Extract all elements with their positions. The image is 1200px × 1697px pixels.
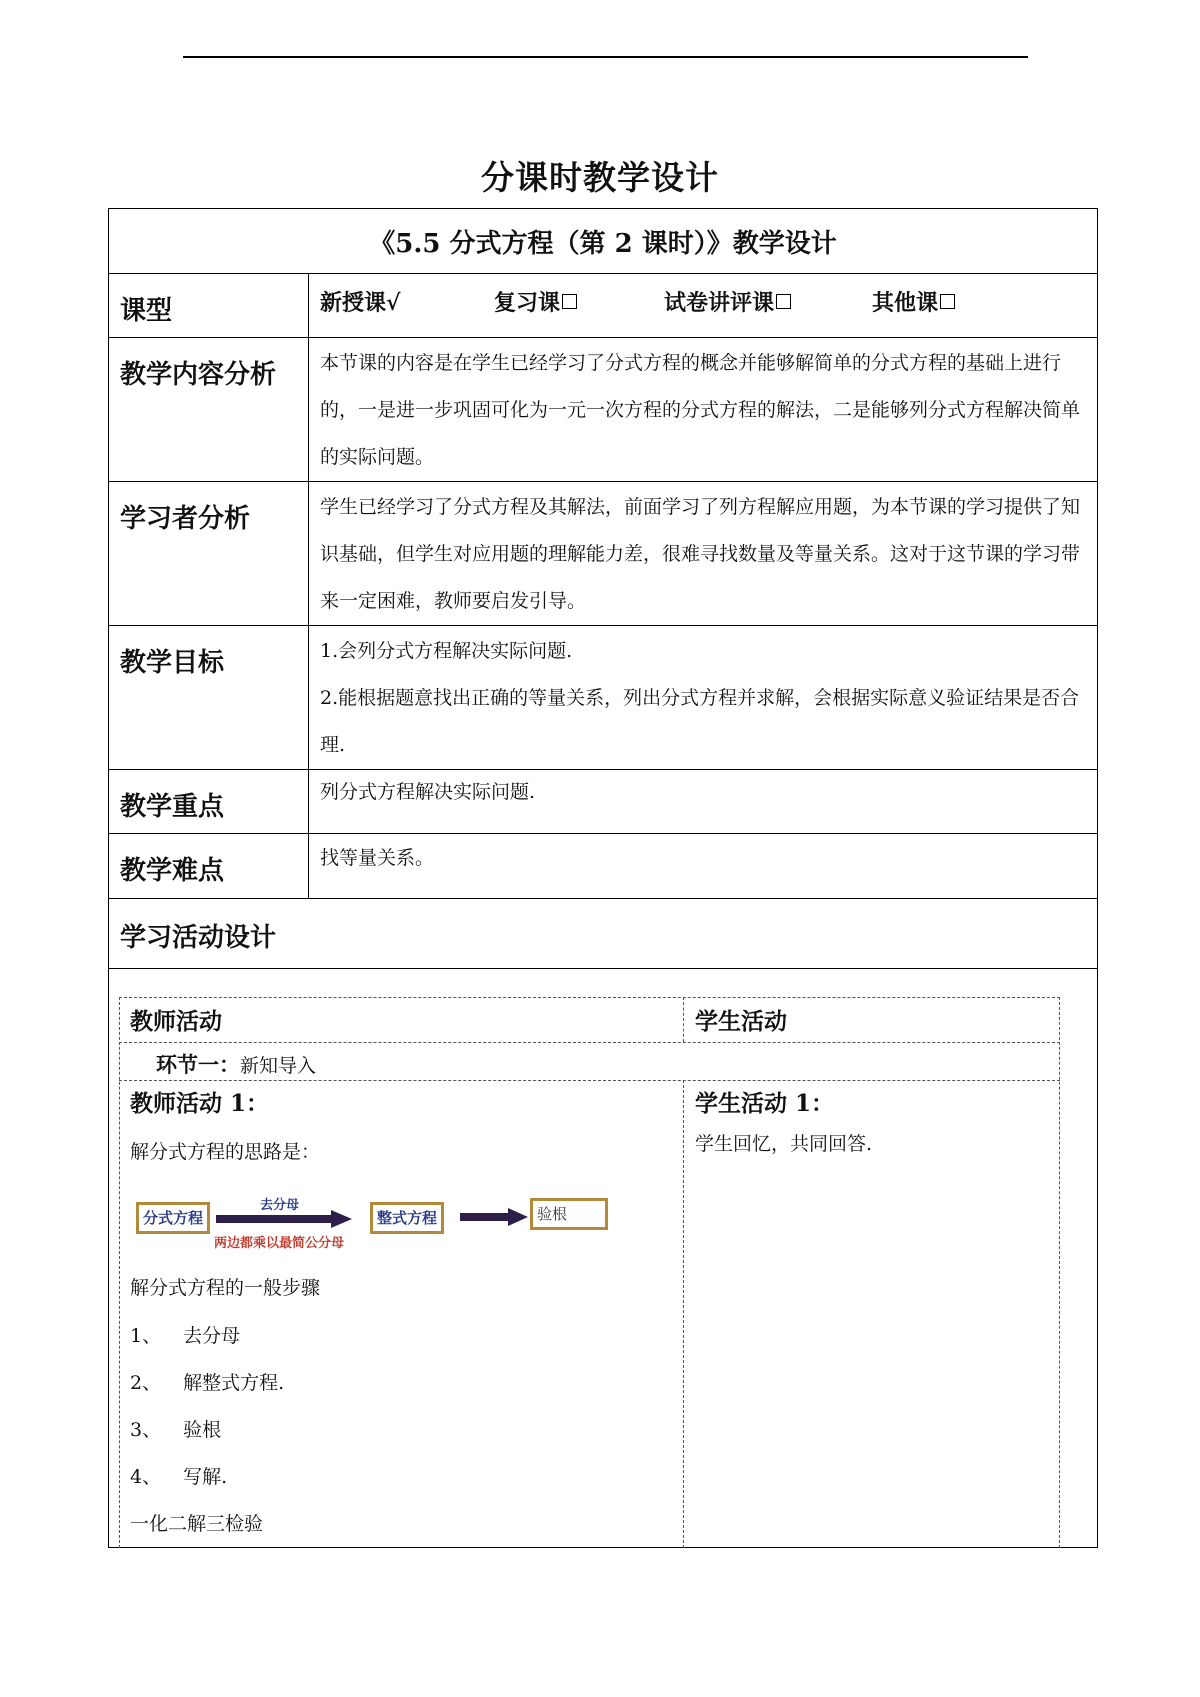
- doc-title: 分课时教学设计: [481, 158, 719, 197]
- student-response-text: 学生回忆，共同回答.: [695, 1133, 873, 1155]
- check-mark-icon: √: [386, 290, 401, 316]
- dashed-rule: [119, 1042, 1060, 1043]
- steps-title: 解分式方程的一般步骤: [130, 1277, 321, 1299]
- course-type-label: 课型: [109, 274, 309, 337]
- arrow-right-icon: [216, 1209, 356, 1229]
- teacher-activity-header: 教师活动: [130, 1008, 222, 1035]
- lesson-title-row: [109, 209, 1097, 274]
- dashed-rule: [1059, 997, 1060, 1548]
- step-number: 3、: [130, 1419, 162, 1441]
- difficulty-row: [109, 834, 1097, 899]
- step-text: 去分母: [183, 1325, 241, 1347]
- steps-summary: 一化二解三检验: [130, 1513, 264, 1535]
- section-prefix: 环节一：: [156, 1052, 240, 1077]
- flow-box-fractional-equation: 分式方程: [136, 1202, 210, 1234]
- option-exam-review-lesson: [664, 286, 791, 317]
- step-item: [130, 1368, 284, 1395]
- objective-item: 2.能根据题意找出正确的等量关系，列出分式方程并求解，会根据实际意义验证结果是否合理.: [320, 687, 1080, 756]
- step-number: 4、: [130, 1466, 162, 1488]
- option-review-lesson: [494, 286, 577, 317]
- option-text: 复习课: [494, 290, 561, 316]
- arrow-label-top: 去分母: [260, 1198, 300, 1213]
- dashed-rule: [119, 1080, 1060, 1081]
- learner-analysis-text: 学生已经学习了分式方程及其解法，前面学习了列方程解应用题，为本节课的学习提供了知识基础，但学生对应用题的理解能力差，很难寻找数量及等量关系。这对于这节课的学习带来一定困难，教师要启发引导。: [320, 496, 1081, 612]
- flow-box-check-root: 验根: [530, 1198, 608, 1230]
- option-text: 试卷讲评课: [664, 290, 775, 316]
- option-new-lesson: [320, 286, 400, 317]
- option-text: 新授课: [320, 290, 387, 316]
- step-item: [130, 1462, 227, 1489]
- step-text: 写解.: [183, 1466, 228, 1488]
- step-number: 2、: [130, 1372, 162, 1394]
- section-heading: [156, 1049, 316, 1079]
- lesson-title: 《5.5 分式方程（第 2 课时）》教学设计: [369, 229, 837, 259]
- objective-item: 1.会列分式方程解决实际问题.: [320, 640, 573, 662]
- solving-flow-diagram: [136, 1194, 616, 1254]
- learner-analysis-row: [109, 482, 1097, 626]
- flow-box-integral-equation: 整式方程: [370, 1202, 444, 1234]
- step-item: [130, 1321, 240, 1348]
- step-text: 验根: [183, 1419, 222, 1441]
- arrow-label-bottom: 两边都乘以最简公分母: [214, 1236, 345, 1251]
- header-rule: [183, 56, 1028, 58]
- objectives-row: [109, 626, 1097, 770]
- dashed-rule: [683, 997, 684, 1042]
- learner-analysis-label: 学习者分析: [109, 482, 309, 625]
- objectives-label: 教学目标: [109, 626, 309, 769]
- content-analysis-text: 本节课的内容是在学生已经学习了分式方程的概念并能够解简单的分式方程的基础上进行的，一是进一步巩固可化为一元一次方程的分式方程的解法，二是能够列分式方程解决简单的实际问题。: [320, 352, 1081, 468]
- key-point-text: 列分式方程解决实际问题.: [320, 781, 536, 803]
- content-analysis-row: [109, 338, 1097, 482]
- key-point-row: [109, 770, 1097, 834]
- section-name: 新知导入: [240, 1055, 317, 1077]
- dashed-rule: [119, 997, 1060, 998]
- student-activity-header: 学生活动: [695, 1008, 787, 1035]
- course-type-row: [109, 274, 1097, 338]
- course-type-options: [309, 274, 1097, 337]
- option-other-lesson: [872, 286, 955, 317]
- difficulty-text: 找等量关系。: [320, 847, 435, 869]
- activity-table: [119, 997, 1060, 1548]
- flow-intro-text: 解分式方程的思路是：: [130, 1141, 321, 1163]
- arrow-right-icon: [460, 1207, 530, 1227]
- difficulty-label: 教学难点: [109, 834, 309, 898]
- step-number: 1、: [130, 1325, 162, 1347]
- dashed-rule: [119, 997, 120, 1548]
- objectives-list: [309, 626, 1097, 769]
- checkbox-icon: [562, 294, 577, 309]
- teacher-activity-1-title: 教师活动 1：: [130, 1090, 270, 1117]
- student-activity-1-title: 学生活动 1：: [695, 1090, 835, 1117]
- option-text: 其他课: [872, 290, 939, 316]
- step-item: [130, 1415, 221, 1442]
- checkbox-icon: [776, 294, 791, 309]
- activity-design-label: 学习活动设计: [120, 923, 277, 953]
- step-text: 解整式方程.: [183, 1372, 285, 1394]
- key-point-label: 教学重点: [109, 770, 309, 833]
- checkbox-icon: [940, 294, 955, 309]
- dashed-rule: [683, 1080, 684, 1548]
- activity-design-row: [109, 899, 1097, 969]
- content-analysis-label: 教学内容分析: [109, 338, 309, 481]
